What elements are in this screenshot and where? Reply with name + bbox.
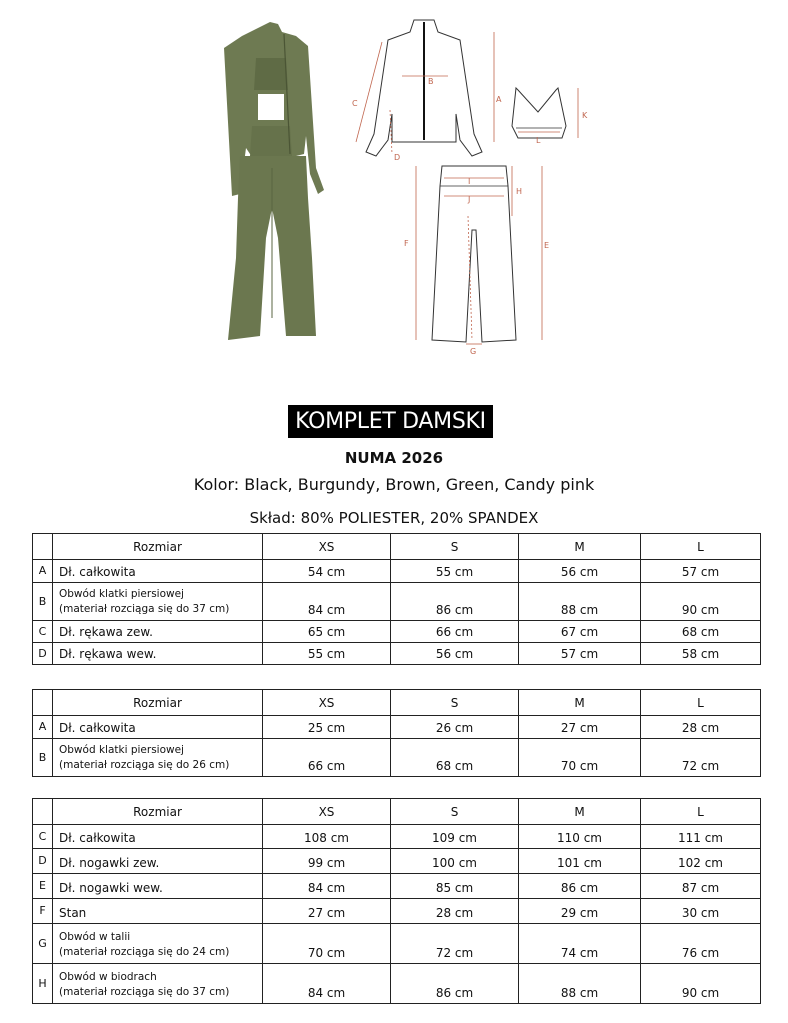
composition: Skład: 80% POLIESTER, 20% SPANDEX: [249, 509, 539, 527]
header-cell: M: [519, 799, 641, 825]
label-f: F: [404, 239, 409, 248]
row-letter: A: [33, 716, 53, 739]
value-cell: 76 cm: [641, 924, 761, 964]
label-j: J: [468, 195, 471, 204]
value-cell: 86 cm: [391, 583, 519, 621]
label-c: C: [352, 99, 358, 108]
value-cell: 99 cm: [263, 849, 391, 874]
value-cell: 66 cm: [391, 621, 519, 643]
row-note: (materiał rozciąga się do 26 cm): [59, 759, 230, 771]
value-cell: 65 cm: [263, 621, 391, 643]
value-cell: 70 cm: [519, 739, 641, 777]
corner-cell: [33, 690, 53, 716]
label-a: A: [496, 95, 502, 104]
value-cell: 25 cm: [263, 716, 391, 739]
label-b: B: [428, 77, 434, 86]
row-name-cell: [53, 739, 263, 777]
row-letter: E: [33, 874, 53, 899]
value-cell: 88 cm: [519, 964, 641, 1004]
page-title: KOMPLET DAMSKI: [288, 405, 493, 438]
value-cell: 68 cm: [641, 621, 761, 643]
value-cell: 84 cm: [263, 964, 391, 1004]
row-letter: H: [33, 964, 53, 1004]
value-cell: 55 cm: [391, 560, 519, 583]
value-cell: 58 cm: [641, 643, 761, 665]
header-cell: Rozmiar: [53, 534, 263, 560]
row-letter: D: [33, 849, 53, 874]
row-name-cell: [53, 964, 263, 1004]
pants-diagram: [396, 160, 562, 358]
value-cell: 29 cm: [519, 899, 641, 924]
header-cell: L: [641, 690, 761, 716]
table-row: [33, 739, 761, 777]
row-name: Dł. całkowita: [53, 716, 263, 739]
value-cell: 30 cm: [641, 899, 761, 924]
label-k: K: [582, 111, 588, 120]
row-letter: C: [33, 621, 53, 643]
value-cell: 108 cm: [263, 825, 391, 849]
corner-cell: [33, 534, 53, 560]
label-i: I: [468, 177, 471, 186]
label-l: L: [536, 136, 541, 145]
value-cell: 28 cm: [641, 716, 761, 739]
jacket-size-table: [32, 533, 761, 665]
label-g: G: [470, 347, 477, 356]
header-cell: XS: [263, 799, 391, 825]
value-cell: 102 cm: [641, 849, 761, 874]
value-cell: 101 cm: [519, 849, 641, 874]
value-cell: 86 cm: [391, 964, 519, 1004]
value-cell: 54 cm: [263, 560, 391, 583]
value-cell: 87 cm: [641, 874, 761, 899]
value-cell: 28 cm: [391, 899, 519, 924]
header-cell: S: [391, 799, 519, 825]
value-cell: 72 cm: [641, 739, 761, 777]
row-name: Dł. rękawa zew.: [53, 621, 263, 643]
value-cell: 109 cm: [391, 825, 519, 849]
table-header-row: [33, 534, 761, 560]
row-letter: C: [33, 825, 53, 849]
header-cell: S: [391, 690, 519, 716]
value-cell: 55 cm: [263, 643, 391, 665]
value-cell: 57 cm: [519, 643, 641, 665]
value-cell: 86 cm: [519, 874, 641, 899]
value-cell: 26 cm: [391, 716, 519, 739]
table-row: [33, 874, 761, 899]
table-header-row: [33, 799, 761, 825]
table-row: [33, 560, 761, 583]
header-cell: L: [641, 534, 761, 560]
row-name-cell: [53, 924, 263, 964]
value-cell: 57 cm: [641, 560, 761, 583]
value-cell: 100 cm: [391, 849, 519, 874]
table-row: [33, 825, 761, 849]
table-row: [33, 924, 761, 964]
value-cell: 84 cm: [263, 583, 391, 621]
header-cell: XS: [263, 534, 391, 560]
table-row: [33, 899, 761, 924]
row-name: Obwód klatki piersiowej: [59, 744, 184, 756]
row-name: Obwód w talii: [59, 931, 131, 943]
value-cell: 72 cm: [391, 924, 519, 964]
value-cell: 84 cm: [263, 874, 391, 899]
row-letter: B: [33, 583, 53, 621]
table-row: [33, 583, 761, 621]
header-cell: L: [641, 799, 761, 825]
table-header-row: [33, 690, 761, 716]
pants-size-table: [32, 798, 761, 1004]
row-name: Dł. całkowita: [53, 560, 263, 583]
value-cell: 90 cm: [641, 583, 761, 621]
row-name: Dł. rękawa wew.: [53, 643, 263, 665]
row-letter: G: [33, 924, 53, 964]
value-cell: 56 cm: [391, 643, 519, 665]
top-size-table: [32, 689, 761, 777]
value-cell: 110 cm: [519, 825, 641, 849]
row-note: (materiał rozciąga się do 37 cm): [59, 986, 230, 998]
table-row: [33, 964, 761, 1004]
label-h: H: [516, 187, 523, 196]
row-name: Dł. nogawki zew.: [53, 849, 263, 874]
table-row: [33, 849, 761, 874]
table-row: [33, 643, 761, 665]
label-d: D: [394, 153, 401, 162]
header-cell: XS: [263, 690, 391, 716]
header-cell: M: [519, 690, 641, 716]
row-letter: F: [33, 899, 53, 924]
value-cell: 88 cm: [519, 583, 641, 621]
table-row: [33, 621, 761, 643]
header-cell: M: [519, 534, 641, 560]
product-photo: [212, 18, 336, 344]
corner-cell: [33, 799, 53, 825]
row-name: Obwód w biodrach: [59, 971, 157, 983]
value-cell: 27 cm: [263, 899, 391, 924]
value-cell: 85 cm: [391, 874, 519, 899]
model-name: NUMA 2026: [344, 449, 444, 467]
table-row: [33, 716, 761, 739]
jacket-diagram: [344, 14, 500, 164]
row-note: (materiał rozciąga się do 24 cm): [59, 946, 230, 958]
header-cell: Rozmiar: [53, 799, 263, 825]
value-cell: 68 cm: [391, 739, 519, 777]
label-e: E: [544, 241, 550, 250]
row-letter: B: [33, 739, 53, 777]
row-name-cell: [53, 583, 263, 621]
row-letter: D: [33, 643, 53, 665]
color-list: Kolor: Black, Burgundy, Brown, Green, Candy pink: [193, 475, 595, 494]
row-name: Dł. całkowita: [53, 825, 263, 849]
value-cell: 27 cm: [519, 716, 641, 739]
value-cell: 56 cm: [519, 560, 641, 583]
value-cell: 66 cm: [263, 739, 391, 777]
value-cell: 70 cm: [263, 924, 391, 964]
value-cell: 67 cm: [519, 621, 641, 643]
value-cell: 74 cm: [519, 924, 641, 964]
row-name: Obwód klatki piersiowej: [59, 588, 184, 600]
row-note: (materiał rozciąga się do 37 cm): [59, 603, 230, 615]
value-cell: 111 cm: [641, 825, 761, 849]
row-letter: A: [33, 560, 53, 583]
row-name: Dł. nogawki wew.: [53, 874, 263, 899]
header-cell: Rozmiar: [53, 690, 263, 716]
top-diagram: [500, 82, 600, 152]
value-cell: 90 cm: [641, 964, 761, 1004]
row-name: Stan: [53, 899, 263, 924]
header-cell: S: [391, 534, 519, 560]
